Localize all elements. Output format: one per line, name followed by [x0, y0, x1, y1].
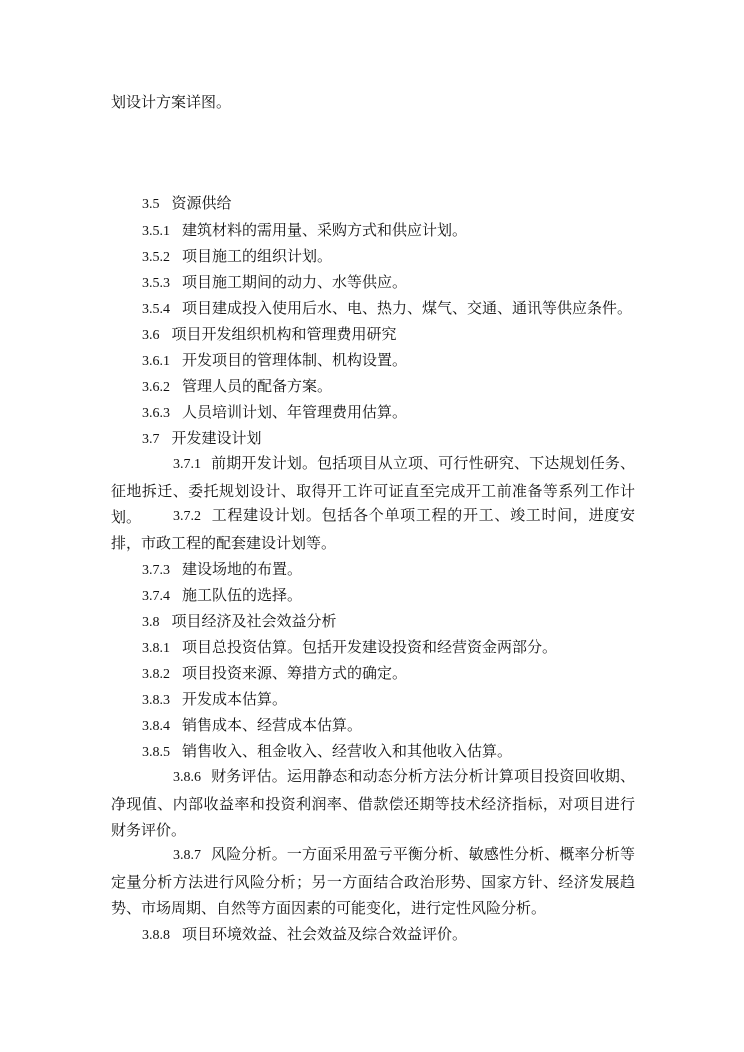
continuation-text: 划设计方案详图。 [111, 93, 232, 111]
paragraph-item [111, 502, 635, 556]
section-heading [142, 611, 672, 633]
list-item [142, 741, 672, 763]
item-number: 3.8.7 [173, 848, 201, 863]
item-text: 财务评估。运用静态和动态分析方法分析计算项目投资回收期、净现值、内部收益率和投资利润率、借款偿还期等技术经济指标，对项目进行财务评价。 [111, 767, 635, 839]
list-item [142, 715, 672, 737]
item-text: 开发成本估算。 [182, 690, 288, 708]
item-text: 项目施工期间的动力、水等供应。 [182, 273, 408, 291]
item-text: 资源供给 [171, 194, 232, 212]
item-number: 3.5 [142, 197, 160, 212]
item-number: 3.7.3 [142, 563, 170, 578]
list-item [142, 220, 672, 242]
list-item [142, 402, 672, 424]
item-number: 3.5.2 [142, 250, 170, 265]
item-text: 管理人员的配备方案。 [182, 377, 333, 395]
item-number: 3.7.1 [173, 457, 201, 472]
item-text: 人员培训计划、年管理费用估算。 [182, 403, 408, 421]
item-text: 项目投资来源、筹措方式的确定。 [182, 664, 408, 682]
item-number: 3.6.2 [142, 380, 170, 395]
list-item [142, 637, 672, 659]
item-text: 项目建成投入使用后水、电、热力、煤气、交通、通讯等供应条件。 [182, 299, 633, 317]
item-text: 项目开发组织机构和管理费用研究 [171, 325, 397, 343]
item-text: 风险分析。一方面采用盈亏平衡分析、敏感性分析、概率分析等定量分析方法进行风险分析；另一方面结合政治形势、国家方针、经济发展趋势、市场周期、自然等方面因素的可能变化，进行定性风险分析。 [111, 845, 635, 917]
list-item [142, 924, 672, 946]
item-number: 3.8.6 [173, 770, 201, 785]
list-item [142, 298, 672, 320]
list-item [142, 350, 672, 372]
item-number: 3.6.3 [142, 406, 170, 421]
item-text: 施工队伍的选择。 [182, 586, 303, 604]
item-text: 项目总投资估算。包括开发建设投资和经营资金两部分。 [182, 638, 558, 656]
item-text: 建筑材料的需用量、采购方式和供应计划。 [182, 221, 468, 239]
item-text: 项目经济及社会效益分析 [171, 612, 337, 630]
item-text: 工程建设计划。包括各个单项工程的开工、竣工时间，进度安排，市政工程的配套建设计划等。 [111, 506, 635, 552]
list-item [142, 663, 672, 685]
item-number: 3.5.1 [142, 224, 170, 239]
list-item [142, 246, 672, 268]
item-number: 3.5.4 [142, 302, 170, 317]
item-number: 3.6 [142, 328, 160, 343]
section-heading [142, 428, 672, 450]
item-text: 销售成本、经营成本估算。 [182, 716, 363, 734]
paragraph-item [111, 763, 635, 843]
list-item [142, 559, 672, 581]
list-item [142, 272, 672, 294]
list-item [142, 376, 672, 398]
item-text: 项目环境效益、社会效益及综合效益评价。 [182, 925, 468, 943]
item-number: 3.8.4 [142, 719, 170, 734]
item-number: 3.8.8 [142, 928, 170, 943]
list-item [142, 585, 672, 607]
item-text: 销售收入、租金收入、经营收入和其他收入估算。 [182, 742, 513, 760]
item-number: 3.8.2 [142, 667, 170, 682]
list-item [142, 689, 672, 711]
item-number: 3.7.4 [142, 589, 170, 604]
item-number: 3.5.3 [142, 276, 170, 291]
item-number: 3.8 [142, 615, 160, 630]
section-heading [142, 324, 672, 346]
item-text: 开发项目的管理体制、机构设置。 [182, 351, 408, 369]
item-number: 3.8.5 [142, 745, 170, 760]
item-number: 3.7.2 [173, 509, 201, 524]
item-text: 前期开发计划。包括项目从立项、可行性研究、下达规划任务、征地拆迁、委托规划设计、取得开工许可证直至完成开工前准备等系列工作计划。 [111, 454, 635, 526]
item-number: 3.8.3 [142, 693, 170, 708]
item-text: 建设场地的布置。 [182, 560, 303, 578]
item-number: 3.8.1 [142, 641, 170, 656]
item-number: 3.7 [142, 432, 160, 447]
item-text: 项目施工的组织计划。 [182, 247, 333, 265]
paragraph-item [111, 841, 635, 921]
item-text: 开发建设计划 [171, 429, 262, 447]
section-heading [142, 193, 672, 215]
item-number: 3.6.1 [142, 354, 170, 369]
